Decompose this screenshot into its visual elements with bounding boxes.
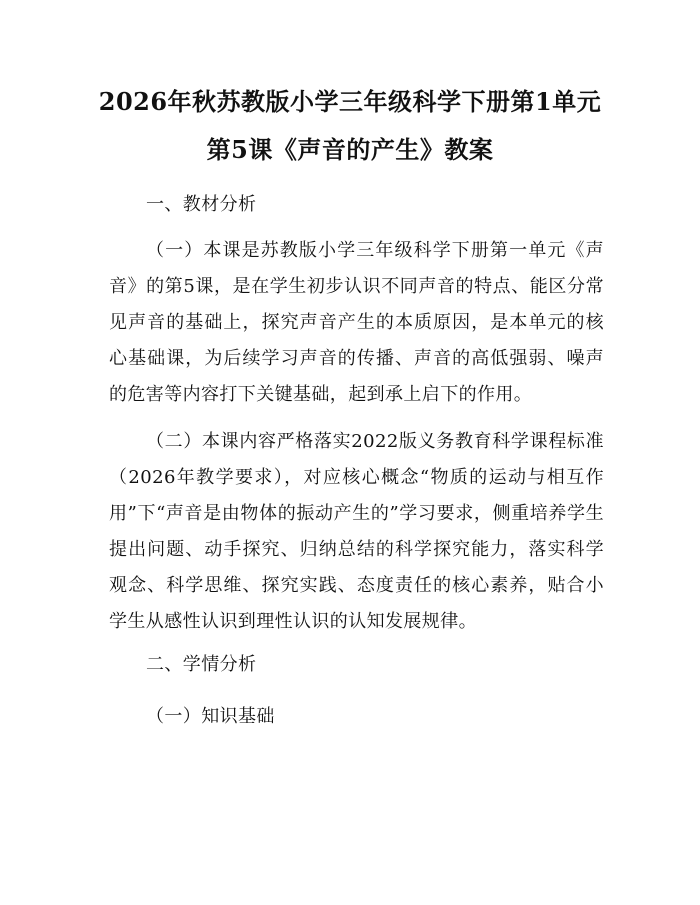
section-heading-learner-analysis: 二、学情分析 [146,654,257,675]
paragraph-textbook-analysis-2: （二）本课内容严格落实2022版义务教育科学课程标准（2026年教学要求），对应核心概念“物质的运动与相互作用”下“声音是由物体的振动产生的”学习要求，侧重培养学生提出问题、动手探究、归纳总结的科学探究能力，落实科学观念、科学思维、探究实践、态度责任的核心素养，贴合小学生从感性认识到理性认识的认知发展规律。 [109,431,604,632]
section-heading-textbook-analysis: 一、教材分析 [146,194,257,215]
document-title: 2026年秋苏教版小学三年级科学下册第1单元第5课《声音的产生》教案 [98,87,602,164]
paragraph-textbook-analysis-1: （一）本课是苏教版小学三年级科学下册第一单元《声音》的第5课，是在学生初步认识不同声音的特点、能区分常见声音的基础上，探究声音产生的本质原因，是本单元的核心基础课，为后续学习声音的传播、声音的高低强弱、噪声的危害等内容打下关键基础，起到承上启下的作用。 [109,240,604,405]
subheading-knowledge-foundation: （一）知识基础 [146,706,275,727]
